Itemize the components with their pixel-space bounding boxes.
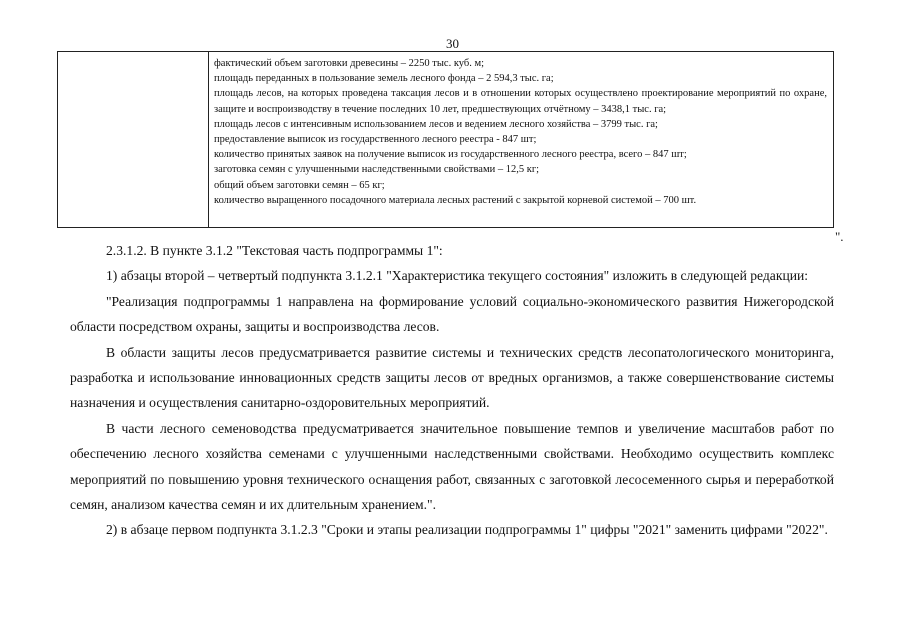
table-line: предоставление выписок из государственного лесного реестра - 847 шт;	[214, 134, 537, 146]
indicator-table	[57, 51, 834, 228]
table-left-cell	[58, 52, 209, 227]
table-line: площадь лесов, на которых проведена таксация лесов и в отношении которых осуществлено проектирование мероприятий по охране, защите и воспроизводству в течение последних 10 лет, предшествующих отчётному – 3438,1 тыс. га;	[214, 88, 827, 115]
table-line: общий объем заготовки семян – 65 кг;	[214, 179, 385, 191]
closing-quote: ".	[835, 229, 844, 244]
paragraph: 1) абзацы второй – четвертый подпункта 3.1.2.1 "Характеристика текущего состояния" изложить в следующей редакции:	[106, 268, 809, 284]
document-body	[70, 238, 834, 543]
paragraph: В области защиты лесов предусматривается развитие системы и технических средств лесопатологического мониторинга, разработка и использование инновационных средств защиты лесов от вредных организмов, а также совершенствование системы назначения и осуществления санитарно-оздоровительных мероприятий.	[70, 344, 834, 411]
table-right-cell	[209, 52, 833, 227]
paragraph: В части лесного семеноводства предусматривается значительное повышение темпов и увеличение масштабов работ по обеспечению лесного хозяйства семенами с улучшенными наследственными свойствами. Необходимо осуществить комплекс мероприятий по повышению уровня технического оснащения работ, связанных с заготовкой лесосеменного сырья и переработкой семян, анализом качества семян и их длительным хранением.".	[70, 420, 834, 513]
table-line: площадь лесов с интенсивным использованием лесов и ведением лесного хозяйства – 3799 тыс. га;	[214, 118, 658, 130]
paragraph: 2.3.1.2. В пункте 3.1.2 "Текстовая часть подпрограммы 1":	[106, 243, 443, 258]
page-number: 30	[446, 36, 459, 51]
table-line: количество выращенного посадочного материала лесных растений с закрытой корневой системой – 700 шт.	[214, 194, 697, 206]
table-line: заготовка семян с улучшенными наследственными свойствами – 12,5 кг;	[214, 164, 540, 176]
table-line: фактический объем заготовки древесины – 2250 тыс. куб. м;	[214, 58, 485, 69]
paragraph: "Реализация подпрограммы 1 направлена на формирование условий социально-экономического развития Нижегородской области посредством охраны, защиты и воспроизводства лесов.	[70, 293, 834, 335]
table-line: площадь переданных в пользование земель лесного фонда – 2 594,3 тыс. га;	[214, 73, 554, 85]
table-line: количество принятых заявок на получение выписок из государственного лесного реестра, всего – 847 шт;	[214, 149, 687, 161]
paragraph: 2) в абзаце первом подпункта 3.1.2.3 "Сроки и этапы реализации подпрограммы 1" цифры "2021" заменить цифрами "2022".	[106, 522, 828, 538]
